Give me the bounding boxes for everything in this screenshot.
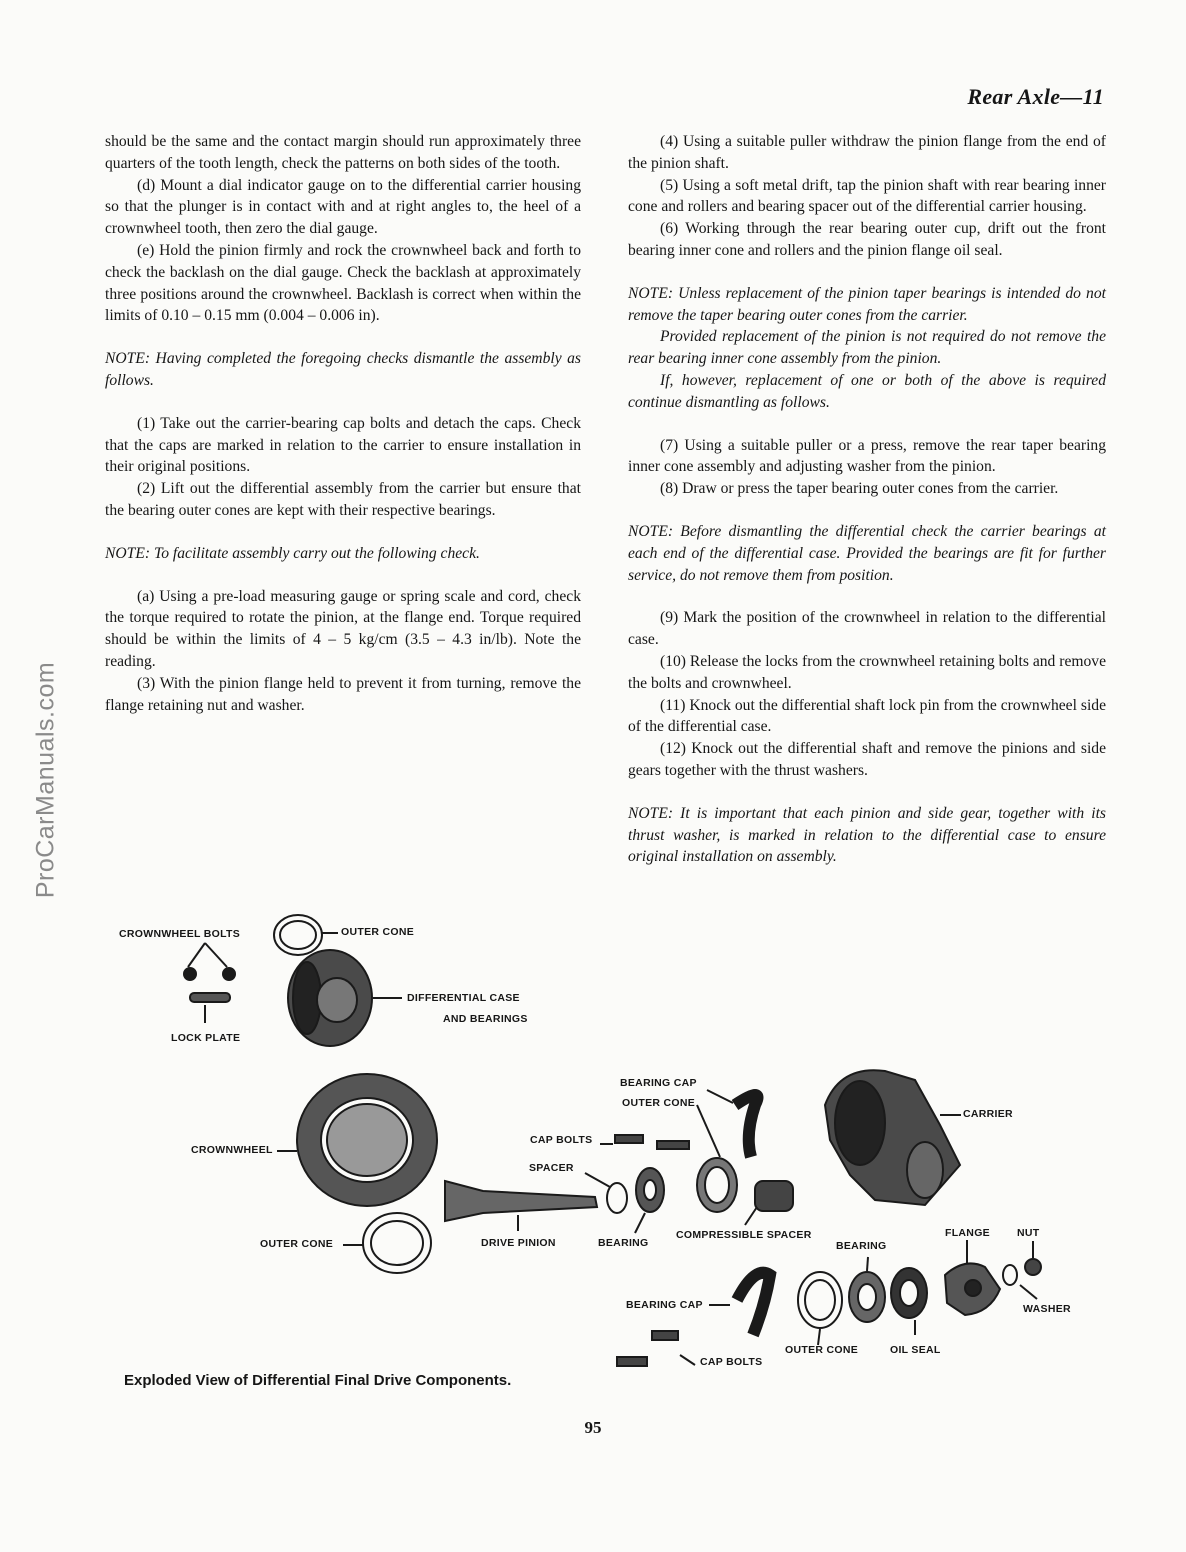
label-crownwheel-bolts: CROWNWHEEL BOLTS [119, 928, 241, 940]
label-bearing-right: BEARING [836, 1240, 887, 1252]
label-and-bearings: AND BEARINGS [443, 1013, 528, 1025]
paragraph-gap [105, 327, 581, 348]
label-compressible-spacer: COMPRESSIBLE SPACER [676, 1229, 812, 1241]
page-header: Rear Axle—11 [967, 84, 1104, 109]
note-paragraph: NOTE: Unless replacement of the pinion taper bearings is intended do not remove the taper bearing outer cones from the carrier. [628, 284, 1106, 324]
watermark: ProCarManuals.com [31, 661, 60, 899]
paragraph-gap [628, 782, 1106, 803]
note-paragraph: NOTE: Before dismantling the differential check the carrier bearings at each end of the differential case. Provided the bearings are fit for further service, do not remove them from position. [628, 522, 1106, 584]
paragraph-gap [105, 565, 581, 586]
left-column [105, 131, 581, 716]
note-paragraph: NOTE: Having completed the foregoing checks dismantle the assembly as follows. [105, 350, 581, 389]
label-outer-cone-top: OUTER CONE [341, 926, 415, 938]
paragraph-gap [628, 586, 1106, 607]
body-paragraph: (6) Working through the rear bearing outer cup, drift out the front bearing inner cone and rollers and the pinion flange oil seal. [628, 220, 1106, 259]
note-paragraph: NOTE: To facilitate assembly carry out the following check. [105, 544, 480, 562]
body-paragraph: (7) Using a suitable puller or a press, remove the rear taper bearing inner cone assembly and adjusting washer from the pinion. [628, 436, 1106, 476]
compressible-spacer-part [755, 1181, 793, 1211]
label-crownwheel: CROWNWHEEL [191, 1144, 273, 1156]
body-paragraph: (11) Knock out the differential shaft lock pin from the crownwheel side of the differential case. [628, 696, 1106, 736]
body-paragraph: (1) Take out the carrier-bearing cap bolts and detach the caps. Check that the caps are marked in relation to the carrier to ensure installation in their original positions. [105, 414, 581, 476]
label-nut: NUT [1017, 1227, 1040, 1239]
label-outer-cone-left: OUTER CONE [260, 1238, 334, 1250]
paragraph-gap [628, 414, 1106, 435]
bearing-cap-top-part [735, 1095, 758, 1157]
label-outer-cone-bottom: OUTER CONE [785, 1344, 859, 1356]
body-paragraph: (4) Using a suitable puller withdraw the pinion flange from the end of the pinion shaft. [628, 133, 1106, 172]
paragraph-gap [105, 392, 581, 413]
page-number: 95 [584, 1418, 602, 1437]
label-cap-bolts-top: CAP BOLTS [530, 1134, 593, 1146]
washer-part [1003, 1265, 1017, 1285]
exploded-view-drawing [105, 895, 1105, 1375]
note-paragraph: NOTE: It is important that each pinion and side gear, together with its thrust washer, is marked in relation to the differential case to ensure original installation on assembly. [628, 804, 1106, 866]
body-paragraph: (5) Using a soft metal drift, tap the pinion shaft with rear bearing inner cone and rollers and bearing spacer out of the differential carrier housing. [628, 176, 1106, 216]
nut-part [1025, 1259, 1041, 1275]
label-cap-bolts-bottom: CAP BOLTS [700, 1356, 763, 1368]
label-flange: FLANGE [945, 1227, 990, 1239]
label-outer-cone-mid: OUTER CONE [622, 1097, 696, 1109]
body-paragraph: (a) Using a pre-load measuring gauge or spring scale and cord, check the torque required to rotate the pinion, at the flange end. Torque required should be within the limits of 4 – 5 kg/cm (3.5 – 4.3 in/lb). Note the reading. [105, 587, 581, 670]
note-paragraph: If, however, replacement of one or both of the above is required continue dismantling as follows. [628, 371, 1106, 411]
label-bearing-left: BEARING [598, 1237, 649, 1249]
paragraph-gap [105, 522, 581, 543]
body-paragraph: should be the same and the contact margin should run approximately three quarters of the tooth length, check the patterns on both sides of the tooth. [105, 133, 581, 172]
figure-caption: Exploded View of Differential Final Drive Components. [124, 1372, 512, 1389]
body-paragraph: (2) Lift out the differential assembly from the carrier but ensure that the bearing outer cones are kept with their respective bearings. [105, 480, 581, 519]
label-washer: WASHER [1023, 1303, 1071, 1315]
exploded-view-figure [105, 895, 1105, 1375]
body-paragraph: (10) Release the locks from the crownwheel retaining bolts and remove the bolts and crownwheel. [628, 652, 1107, 692]
body-paragraph: (3) With the pinion flange held to prevent it from turning, remove the flange retaining nut and washer. [105, 674, 581, 714]
paragraph-gap [628, 262, 1106, 283]
label-lock-plate: LOCK PLATE [171, 1032, 241, 1044]
label-drive-pinion: DRIVE PINION [481, 1237, 556, 1249]
body-paragraph: (e) Hold the pinion firmly and rock the crownwheel back and forth to check the backlash on the dial gauge. Check the backlash at approximately three positions around the crownwheel. Backlash is correct when within the limits of 0.10 – 0.15 mm (0.004 – 0.006 in). [105, 241, 581, 325]
label-oil-seal: OIL SEAL [890, 1344, 941, 1356]
body-paragraph: (12) Knock out the differential shaft and remove the pinions and side gears together with the thrust washers. [628, 740, 1106, 779]
bearing-cap-bottom-part [737, 1273, 770, 1335]
label-differential-case: DIFFERENTIAL CASE [407, 992, 520, 1004]
spacer-part [607, 1183, 627, 1213]
drive-pinion-part [445, 1181, 597, 1221]
body-paragraph: (9) Mark the position of the crownwheel in relation to the differential case. [628, 609, 1106, 649]
lock-plate-part [190, 993, 230, 1002]
label-bearing-cap-bottom: BEARING CAP [626, 1299, 703, 1311]
body-paragraph: (8) Draw or press the taper bearing outer cones from the carrier. [660, 480, 1059, 498]
label-bearing-cap-top: BEARING CAP [620, 1077, 697, 1089]
paragraph-gap [628, 500, 1106, 521]
label-spacer: SPACER [529, 1162, 574, 1174]
right-column [628, 131, 1106, 868]
body-paragraph: (d) Mount a dial indicator gauge on to the differential carrier housing so that the plunger is in contact with and at right angles to, the heel of a crownwheel tooth, then zero the dial gauge. [105, 176, 581, 238]
note-paragraph: Provided replacement of the pinion is not required do not remove the rear bearing inner cone assembly from the pinion. [628, 328, 1106, 368]
label-carrier: CARRIER [963, 1108, 1013, 1120]
